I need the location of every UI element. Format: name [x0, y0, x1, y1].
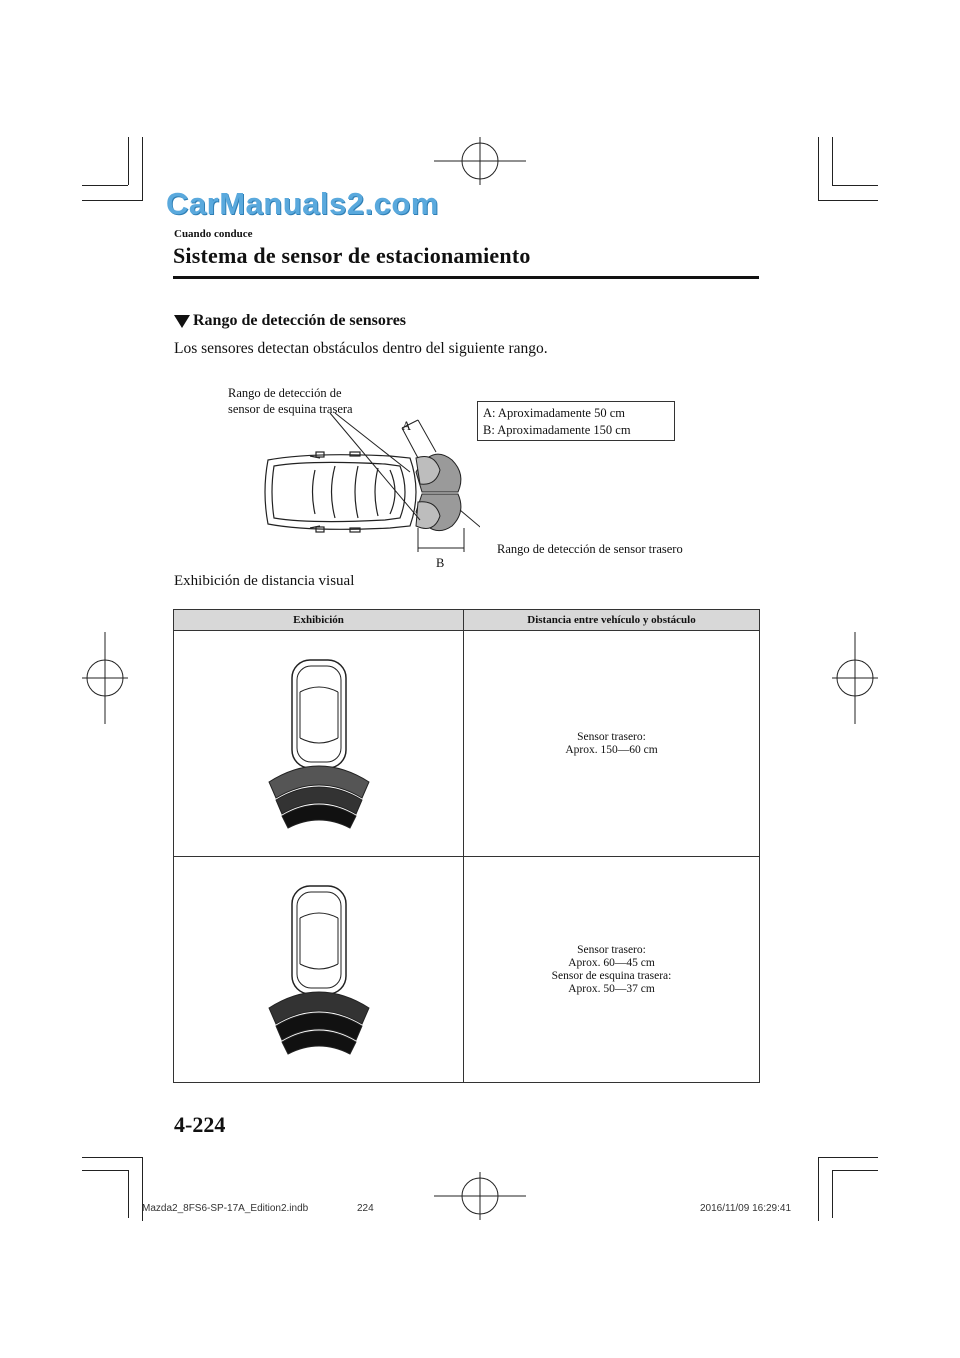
subsection-title: Rango de detección de sensores: [193, 312, 407, 329]
vehicle-detection-diagram: [240, 400, 480, 560]
distance-line: Aprox. 50—37 cm: [568, 982, 655, 995]
display-cell: [174, 631, 464, 857]
header-display: Exhibición: [174, 610, 464, 631]
distance-line: Sensor trasero:: [577, 943, 646, 956]
registration-target-icon: [82, 632, 128, 724]
registration-target-icon: [434, 1172, 526, 1220]
rear-range-label: Rango de detección de sensor trasero: [497, 542, 683, 556]
subsection-heading: [174, 312, 406, 330]
registration-target-icon: [434, 137, 526, 185]
registration-target-icon: [832, 632, 878, 724]
distance-line: Aprox. 150—60 cm: [565, 743, 658, 756]
footer-timestamp: 2016/11/09 16:29:41: [700, 1203, 792, 1214]
marker-b-label: B: [436, 556, 445, 570]
header-distance: Distancia entre vehículo y obstáculo: [464, 610, 760, 631]
distance-display-table: [173, 609, 760, 1083]
distance-line: Aprox. 60—45 cm: [568, 956, 655, 969]
intro-paragraph: Los sensores detectan obstáculos dentro del siguiente rango.: [174, 340, 548, 357]
page-number: 4-224: [174, 1112, 226, 1137]
page-title: Sistema de sensor de estacionamiento: [173, 243, 531, 268]
display-cell: [174, 857, 464, 1083]
marker-a-label: A: [402, 419, 412, 433]
distance-line: Sensor de esquina trasera:: [551, 969, 672, 982]
footer-page: 224: [357, 1203, 374, 1214]
table-row: [174, 857, 760, 1083]
corner-range-label: Rango de detección de sensor de esquina trasera: [228, 386, 353, 416]
distance-line: Sensor trasero:: [577, 730, 646, 743]
section-label: Cuando conduce: [174, 228, 253, 240]
figure-legend: [477, 401, 675, 441]
footer-file: Mazda2_8FS6-SP-17A_Edition2.indb: [142, 1203, 309, 1214]
distance-cell: [464, 857, 760, 1083]
legend-b: B: Aproximadamente 150 cm: [483, 423, 631, 437]
table-caption: Exhibición de distancia visual: [174, 573, 355, 589]
watermark-logo: CarManuals2.com: [166, 186, 439, 221]
legend-a: A: Aproximadamente 50 cm: [483, 406, 625, 420]
parking-display-far-icon: [264, 654, 374, 830]
distance-cell: [464, 631, 760, 857]
table-header-row: [174, 610, 760, 631]
title-rule: [173, 276, 759, 279]
table-row: [174, 631, 760, 857]
triangle-bullet-icon: [174, 315, 190, 328]
parking-display-near-icon: [264, 880, 374, 1056]
